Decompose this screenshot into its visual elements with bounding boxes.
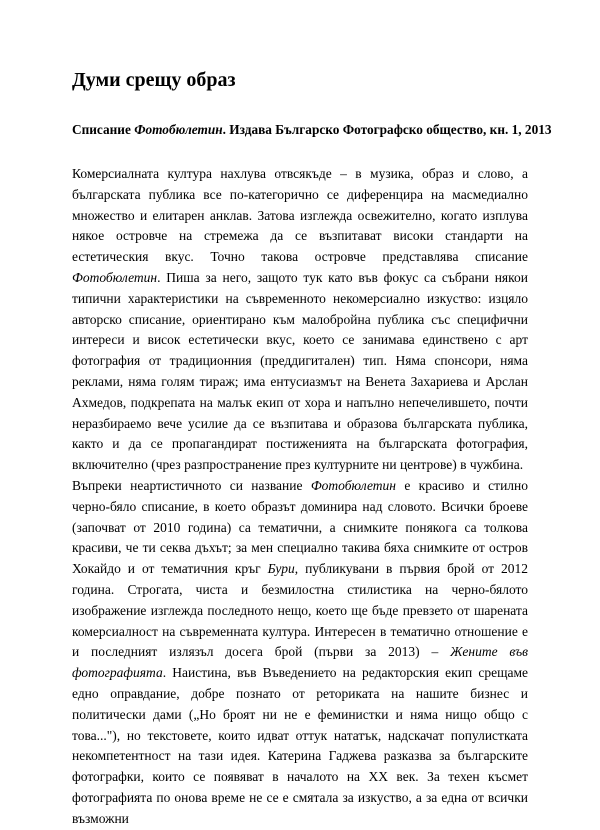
body-paragraph-1 (72, 164, 528, 476)
paragraph-1-magazine-name: Фотобюлетин (72, 269, 158, 285)
paragraph-1-text-a: Комерсиалната култура нахлува отвсякъде – в музика, образ и слово, а българската публика все по-категорично се диференцира на масмедиално множество и елитарен анклав. Затова изглежда освежително, когато изплува някое островче на стремежа да се възпитават високи стандарти на естетическия вкус. Точно такова островче представлява списание (72, 166, 528, 265)
subtitle-suffix: . Издава Българско Фотографско общество, кн. 1, 2013 (222, 122, 552, 137)
subtitle-magazine-name: Фотобюлетин (134, 122, 223, 137)
subtitle-prefix: Списание (72, 122, 135, 137)
paragraph-2-text-c: , публикувани в първия брой от 2012 година. Строгата, чиста и безмилостна стилистика на черно-бялото изображение изглежда последното нещо, което ще бъде превзето от шарената комерсиалност на съвременната култура. Интересен в тематично отношение е и последният излязъл досега брой (първи за 2013) – (72, 561, 529, 660)
paragraph-2-issue-title: Жените във фотографията (72, 644, 528, 681)
paragraph-2-text-b: е красиво и стилно черно-бяло списание, в което образът доминира над словото. Всички броеве (започват от 2010 година) са тематични, а снимките понякога са толкова красиви, че ти секва дъхът; за мен специално такива бяха снимките от остров Хокайдо и от тематичния кръг (72, 478, 529, 577)
paragraph-1-text-b: . Пиша за него, защото тук като във фокус са събрани някои типични характеристики на съвременното некомерсиално изкуство: изцяло авторско списание, ориентирано към малобройна публика със специфични интереси и висок естетически вкус, което се занимава единствено с арт фотография от традиционния (преддигитален) тип. Няма спонсори, няма реклами, няма голям тираж; има ентусиазмът на Венета Захариева и Арслан Ахмедов, подкрепата на малък екип от хора и напълно непечелившето, почти неразбираемо вече усилие да се възпитава и образова българската публика, както и да се пропагандират постиженията на българската фотография, включително (чрез разпространение през културните ни центрове) в чужбина. (72, 269, 528, 473)
page-title: Думи срещу образ (72, 69, 236, 91)
paragraph-2-text-d: . Наистина, във Въведението на редакторския екип срещаме едно оправдание, добре познато от реториката на нашите бизнес и политически дами („Но броят ни не е феминистки и няма нищо общо с това..."), но текстовете, които идват оттук нататък, надскачат популистката некомпетентност на тази идея. Катерина Гаджева разказва за българските фотографки, които се появяват в началото на XX век. За техен късмет фотографията по онова време не се е смятала за изкуство, а за една от всички възможни (72, 665, 528, 826)
paragraph-2-series-name: Бури (267, 561, 295, 577)
body-paragraph-2 (72, 476, 528, 830)
paragraph-2-text-a: Въпреки неартистичното си название (72, 478, 311, 493)
article-subtitle (72, 121, 552, 139)
paragraph-2-magazine-name: Фотобюлетин (310, 478, 396, 493)
